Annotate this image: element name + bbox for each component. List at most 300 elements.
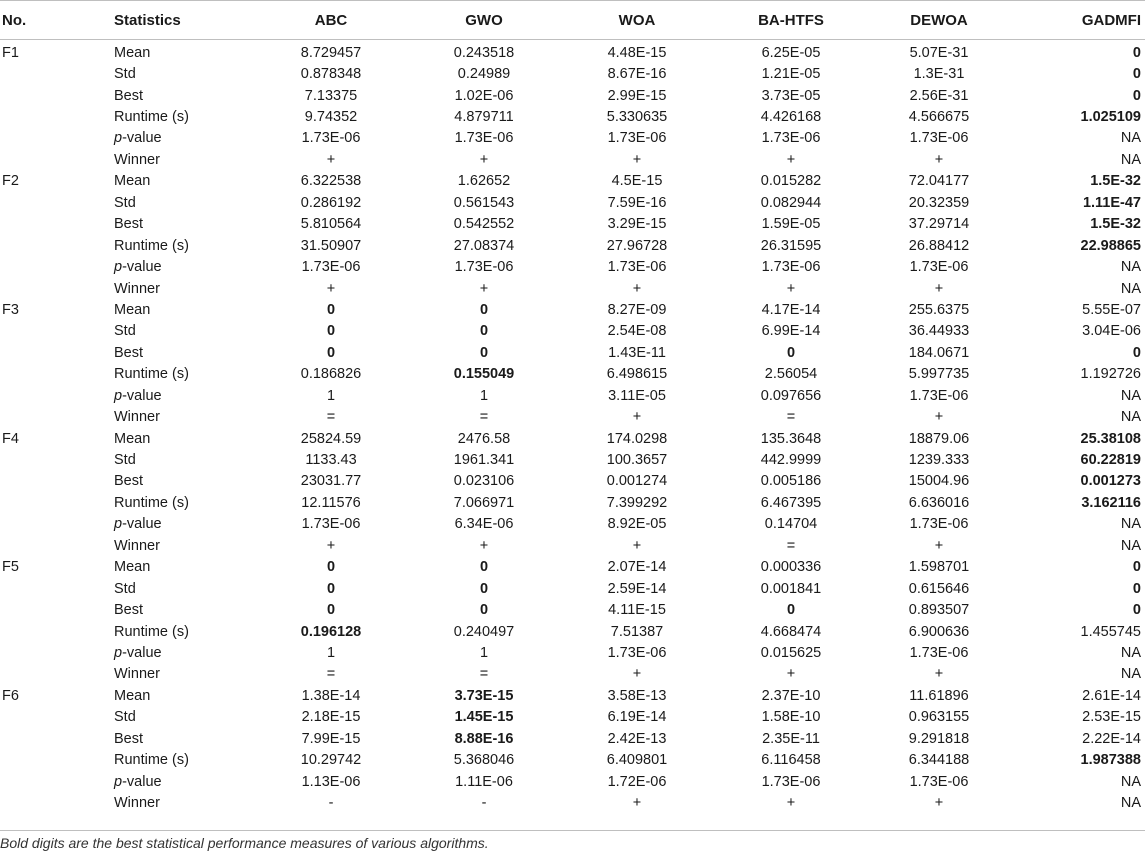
statistic-label-cell: Winner [114,666,160,683]
value-cell-abc: 0 [326,344,336,361]
value-cell-gwo: 0.023106 [453,473,515,490]
table-body [0,40,1145,814]
value-cell-ba-htfs: 0.082944 [760,194,822,211]
value-cell-abc: 0.286192 [300,194,362,211]
table-row [0,128,1145,149]
value-cell-dewoa: + [934,151,944,168]
value-cell-ba-htfs: = [786,409,796,426]
value-cell-abc: = [326,666,336,683]
value-cell-ba-htfs: 1.73E-06 [761,259,821,276]
value-cell-gwo: 8.88E-16 [454,730,514,747]
table-row [0,63,1145,84]
value-cell-gadmfi: NA [1120,537,1141,554]
function-id-cell [0,321,112,342]
value-cell-woa: 1.43E-11 [608,344,666,361]
table-row [0,599,1145,620]
value-cell-ba-htfs: 0.015282 [760,173,822,190]
function-id-cell [0,149,112,170]
value-cell-woa: 2.99E-15 [607,87,667,104]
value-cell-dewoa: + [934,537,944,554]
value-cell-dewoa: 255.6375 [908,301,970,318]
statistic-label-cell: Winner [114,151,160,168]
function-id-cell [0,364,112,385]
table-header-row [0,1,1145,40]
value-cell-gadmfi: 1.025109 [1080,109,1141,126]
value-cell-dewoa: 0.893507 [908,602,970,619]
function-id-cell: F2 [2,173,19,190]
value-cell-gadmfi: 1.11E-47 [1082,194,1141,211]
value-cell-dewoa: 1.3E-31 [913,66,965,83]
value-cell-ba-htfs: 4.668474 [760,623,822,640]
value-cell-woa: 27.96728 [606,237,668,254]
function-id-cell [0,621,112,642]
value-cell-abc: + [326,280,336,297]
value-cell-gadmfi: 3.04E-06 [1082,323,1141,340]
table-row [0,557,1145,578]
table-row [0,171,1145,192]
value-cell-gwo: - [481,795,487,812]
value-cell-woa: 3.29E-15 [607,216,667,233]
statistic-label-cell: Runtime (s) [114,237,189,254]
table-row [0,514,1145,535]
value-cell-ba-htfs: 26.31595 [760,237,822,254]
value-cell-dewoa: 15004.96 [908,473,970,490]
value-cell-dewoa: 6.636016 [908,494,970,511]
value-cell-abc: 1.13E-06 [301,773,361,790]
value-cell-woa: 100.3657 [606,452,668,469]
value-cell-abc: 1.73E-06 [301,259,361,276]
value-cell-gwo: + [479,280,489,297]
value-cell-ba-htfs: 0.14704 [764,516,818,533]
value-cell-abc: 6.322538 [300,173,362,190]
statistic-label-cell: p-value [114,387,162,404]
statistic-label-cell: p-value [114,773,162,790]
header-woa: WOA [618,11,656,29]
value-cell-woa: 5.330635 [606,109,668,126]
statistic-label-cell: Runtime (s) [114,109,189,126]
statistic-label-cell: Std [114,194,136,211]
table-row [0,235,1145,256]
statistic-label-cell: Runtime (s) [114,752,189,769]
value-cell-abc: 0 [326,323,336,340]
value-cell-ba-htfs: 6.116458 [761,752,821,769]
value-cell-abc: = [326,409,336,426]
table-row [0,278,1145,299]
statistic-label-cell: Std [114,323,136,340]
value-cell-gwo: 0 [479,580,489,597]
value-cell-abc: 0 [326,602,336,619]
value-cell-gwo: 0.542552 [453,216,515,233]
statistic-label-cell: Winner [114,537,160,554]
statistic-label-cell: Best [114,87,144,104]
value-cell-gadmfi: 3.162116 [1081,494,1141,511]
function-id-cell: F1 [2,44,19,61]
value-cell-abc: 0.196128 [300,623,362,640]
statistic-label-cell: Std [114,709,136,726]
value-cell-woa: 1.73E-06 [607,259,667,276]
value-cell-abc: 9.74352 [304,109,358,126]
value-cell-ba-htfs: 1.58E-10 [761,709,821,726]
table-row [0,149,1145,170]
header-no: No. [2,11,27,29]
value-cell-ba-htfs: 0 [786,602,796,619]
function-id-cell [0,214,112,235]
value-cell-gadmfi: NA [1120,409,1141,426]
value-cell-gadmfi: 2.53E-15 [1082,709,1141,726]
header-statistics: Statistics [114,11,181,29]
value-cell-gwo: 1961.341 [453,452,515,469]
value-cell-gadmfi: NA [1120,259,1141,276]
header-abc: ABC [314,11,348,29]
value-cell-woa: 8.67E-16 [607,66,667,83]
value-cell-ba-htfs: 0.001841 [760,580,822,597]
value-cell-gwo: + [479,537,489,554]
value-cell-gwo: 1 [479,644,489,661]
value-cell-woa: 6.19E-14 [607,709,667,726]
value-cell-woa: 3.58E-13 [607,687,667,704]
value-cell-woa: 6.409801 [606,752,668,769]
value-cell-woa: + [632,409,642,426]
statistic-label-cell: Mean [114,687,151,704]
table-row [0,664,1145,685]
value-cell-abc: 23031.77 [300,473,362,490]
value-cell-ba-htfs: 0.005186 [760,473,822,490]
value-cell-gadmfi: NA [1120,130,1141,147]
value-cell-dewoa: 9.291818 [908,730,970,747]
value-cell-gwo: 6.34E-06 [454,516,514,533]
statistic-label-cell: p-value [114,644,162,661]
table-row [0,85,1145,106]
value-cell-gadmfi: 0.001273 [1080,473,1141,490]
value-cell-gwo: 4.879711 [454,109,514,126]
table-row [0,621,1145,642]
value-cell-woa: 8.92E-05 [607,516,667,533]
table-row [0,321,1145,342]
value-cell-woa: + [632,280,642,297]
statistic-label-cell: Std [114,580,136,597]
value-cell-gwo: 1 [479,387,489,404]
header-ba-htfs: BA-HTFS [758,11,824,29]
value-cell-gwo: 0.155049 [453,366,515,383]
statistic-label-cell: Best [114,730,144,747]
value-cell-abc: 10.29742 [300,752,362,769]
value-cell-woa: 174.0298 [606,430,668,447]
value-cell-ba-htfs: + [786,795,796,812]
function-id-cell [0,106,112,127]
value-cell-abc: 1133.43 [305,452,357,469]
value-cell-abc: + [326,151,336,168]
value-cell-gadmfi: 0 [1132,66,1141,83]
value-cell-ba-htfs: 0.000336 [760,559,822,576]
value-cell-ba-htfs: + [786,151,796,168]
value-cell-gadmfi: NA [1120,773,1141,790]
table-row [0,535,1145,556]
value-cell-dewoa: 1.73E-06 [909,773,969,790]
value-cell-woa: 1.73E-06 [607,130,667,147]
value-cell-gwo: 1.02E-06 [454,87,514,104]
value-cell-dewoa: 0.963155 [908,709,970,726]
value-cell-abc: 0 [326,580,336,597]
value-cell-dewoa: 5.997735 [908,366,970,383]
table-row [0,642,1145,663]
value-cell-abc: 12.11576 [301,494,361,511]
function-id-cell [0,385,112,406]
value-cell-dewoa: 2.56E-31 [909,87,969,104]
value-cell-woa: 1.72E-06 [607,773,667,790]
statistic-label-cell: Mean [114,301,151,318]
value-cell-woa: 0.001274 [606,473,668,490]
value-cell-ba-htfs: 1.73E-06 [761,130,821,147]
statistic-label-cell: p-value [114,516,162,533]
value-cell-gwo: 0 [479,344,489,361]
value-cell-gadmfi: NA [1120,666,1141,683]
value-cell-dewoa: 0.615646 [908,580,970,597]
value-cell-dewoa: 20.32359 [908,194,970,211]
value-cell-woa: + [632,795,642,812]
function-id-cell [0,514,112,535]
value-cell-ba-htfs: 2.37E-10 [761,687,821,704]
value-cell-dewoa: 1.73E-06 [909,644,969,661]
value-cell-gadmfi: 0 [1132,344,1141,361]
value-cell-gadmfi: 1.455745 [1080,623,1141,640]
value-cell-ba-htfs: 4.426168 [760,109,822,126]
value-cell-ba-htfs: 442.9999 [760,452,822,469]
table-row [0,749,1145,770]
statistic-label-cell: Best [114,473,144,490]
value-cell-gadmfi: 5.55E-07 [1082,301,1141,318]
value-cell-woa: 4.5E-15 [611,173,663,190]
value-cell-woa: 4.48E-15 [607,44,667,61]
header-dewoa: DEWOA [910,11,968,29]
value-cell-gadmfi: 25.38108 [1080,430,1141,447]
value-cell-abc: 0 [326,301,336,318]
value-cell-woa: 7.59E-16 [607,194,667,211]
value-cell-woa: 2.59E-14 [607,580,667,597]
value-cell-dewoa: 1.73E-06 [909,259,969,276]
value-cell-abc: 31.50907 [300,237,362,254]
function-id-cell [0,449,112,470]
function-id-cell [0,492,112,513]
statistic-label-cell: Std [114,452,136,469]
value-cell-woa: 3.11E-05 [608,387,666,404]
table-row [0,192,1145,213]
table-row [0,685,1145,706]
function-id-cell [0,85,112,106]
value-cell-woa: + [632,666,642,683]
value-cell-gadmfi: 1.5E-32 [1090,173,1141,190]
value-cell-gwo: 0.243518 [453,44,515,61]
value-cell-woa: 8.27E-09 [607,301,667,318]
value-cell-dewoa: 184.0671 [908,344,970,361]
table-footnote: Bold digits are the best statistical performance measures of various algorithms. [0,830,1145,851]
value-cell-ba-htfs: 0.097656 [760,387,822,404]
value-cell-abc: 0 [326,559,336,576]
value-cell-woa: 7.399292 [606,494,668,511]
value-cell-woa: 2.54E-08 [607,323,667,340]
value-cell-gadmfi: NA [1120,280,1141,297]
table-row [0,492,1145,513]
value-cell-woa: 1.73E-06 [607,644,667,661]
function-id-cell [0,256,112,277]
value-cell-ba-htfs: 6.467395 [760,494,822,511]
value-cell-gwo: 1.73E-06 [454,259,514,276]
value-cell-gwo: + [479,151,489,168]
function-id-cell [0,707,112,728]
function-id-cell [0,192,112,213]
value-cell-woa: 6.498615 [606,366,668,383]
statistic-label-cell: Winner [114,409,160,426]
value-cell-abc: 7.99E-15 [301,730,361,747]
value-cell-dewoa: 26.88412 [908,237,970,254]
value-cell-woa: 4.11E-15 [608,602,666,619]
function-id-cell [0,235,112,256]
statistic-label-cell: Mean [114,430,151,447]
statistic-label-cell: Runtime (s) [114,623,189,640]
value-cell-gwo: 27.08374 [453,237,515,254]
value-cell-dewoa: 1239.333 [908,452,970,469]
value-cell-ba-htfs: 0.015625 [760,644,822,661]
table-row [0,364,1145,385]
statistic-label-cell: Runtime (s) [114,494,189,511]
value-cell-dewoa: 18879.06 [908,430,970,447]
value-cell-dewoa: 5.07E-31 [909,44,969,61]
value-cell-dewoa: 6.900636 [908,623,970,640]
value-cell-gadmfi: 2.22E-14 [1082,730,1141,747]
value-cell-abc: 0.186826 [300,366,362,383]
table-row [0,342,1145,363]
value-cell-woa: 2.07E-14 [607,559,667,576]
value-cell-gadmfi: 22.98865 [1080,237,1141,254]
value-cell-dewoa: 1.73E-06 [909,130,969,147]
value-cell-dewoa: 11.61896 [909,687,969,704]
value-cell-gadmfi: 1.192726 [1080,366,1141,383]
value-cell-woa: + [632,537,642,554]
table-row [0,428,1145,449]
function-id-cell [0,728,112,749]
value-cell-gwo: 0 [479,301,489,318]
value-cell-gadmfi: 0 [1132,580,1141,597]
function-id-cell [0,578,112,599]
value-cell-dewoa: 1.73E-06 [909,387,969,404]
table-row [0,792,1145,813]
value-cell-abc: 7.13375 [304,87,358,104]
value-cell-dewoa: 1.598701 [908,559,970,576]
function-id-cell [0,342,112,363]
function-id-cell [0,771,112,792]
value-cell-woa: 7.51387 [610,623,664,640]
table-row [0,214,1145,235]
value-cell-ba-htfs: + [786,280,796,297]
function-id-cell [0,642,112,663]
statistic-label-cell: Best [114,602,144,619]
value-cell-abc: 1.73E-06 [301,516,361,533]
value-cell-gwo: 1.62652 [457,173,511,190]
value-cell-gwo: 0.240497 [453,623,515,640]
value-cell-gadmfi: NA [1120,516,1141,533]
value-cell-gwo: 1.45E-15 [454,709,514,726]
value-cell-gwo: 0 [479,602,489,619]
value-cell-ba-htfs: 2.56054 [764,366,818,383]
value-cell-gwo: = [479,666,489,683]
value-cell-gwo: 0 [479,323,489,340]
statistic-label-cell: Winner [114,795,160,812]
value-cell-ba-htfs: 6.25E-05 [761,44,821,61]
statistic-label-cell: Winner [114,280,160,297]
value-cell-gadmfi: 1.5E-32 [1090,216,1141,233]
value-cell-gwo: 1.11E-06 [455,773,513,790]
table-row [0,385,1145,406]
value-cell-gadmfi: 0 [1132,44,1141,61]
value-cell-gwo: 5.368046 [453,752,515,769]
value-cell-gwo: 1.73E-06 [454,130,514,147]
value-cell-gwo: 0 [479,559,489,576]
header-gadmfi: GADMFI [1081,11,1141,29]
value-cell-ba-htfs: 4.17E-14 [761,301,821,318]
value-cell-gadmfi: NA [1120,151,1141,168]
value-cell-gadmfi: 0 [1132,602,1141,619]
statistic-label-cell: Runtime (s) [114,366,189,383]
statistic-label-cell: Mean [114,173,151,190]
value-cell-woa: 2.42E-13 [607,730,667,747]
value-cell-abc: 1.73E-06 [301,130,361,147]
value-cell-abc: 1 [326,644,336,661]
function-id-cell: F3 [2,301,19,318]
function-id-cell: F6 [2,687,19,704]
value-cell-gadmfi: 2.61E-14 [1082,687,1141,704]
value-cell-gadmfi: 0 [1132,559,1141,576]
value-cell-gwo: 0.24989 [457,66,511,83]
function-id-cell [0,471,112,492]
value-cell-abc: 5.810564 [300,216,362,233]
table-row [0,299,1145,320]
value-cell-gadmfi: NA [1120,795,1141,812]
value-cell-ba-htfs: 1.21E-05 [761,66,821,83]
value-cell-dewoa: 36.44933 [908,323,970,340]
value-cell-gadmfi: 0 [1132,87,1141,104]
statistic-label-cell: Best [114,344,144,361]
function-id-cell: F4 [2,430,19,447]
function-id-cell [0,599,112,620]
table-row [0,707,1145,728]
value-cell-gadmfi: NA [1120,387,1141,404]
function-id-cell [0,664,112,685]
function-id-cell [0,406,112,427]
value-cell-dewoa: + [934,409,944,426]
value-cell-gwo: = [479,409,489,426]
function-id-cell: F5 [2,559,19,576]
value-cell-abc: 1.38E-14 [301,687,361,704]
value-cell-dewoa: 37.29714 [908,216,970,233]
value-cell-gwo: 0.561543 [453,194,515,211]
header-gwo: GWO [465,11,503,29]
function-id-cell [0,792,112,813]
statistic-label-cell: Mean [114,44,151,61]
function-id-cell [0,535,112,556]
value-cell-ba-htfs: + [786,666,796,683]
table-row [0,256,1145,277]
value-cell-gadmfi: NA [1120,644,1141,661]
value-cell-abc: - [328,795,334,812]
table-row [0,728,1145,749]
value-cell-abc: 1 [326,387,336,404]
value-cell-ba-htfs: 2.35E-11 [762,730,820,747]
value-cell-abc: 0.878348 [300,66,362,83]
value-cell-ba-htfs: = [786,537,796,554]
statistic-label-cell: p-value [114,130,162,147]
value-cell-ba-htfs: 0 [786,344,796,361]
table-row [0,578,1145,599]
table-row [0,449,1145,470]
